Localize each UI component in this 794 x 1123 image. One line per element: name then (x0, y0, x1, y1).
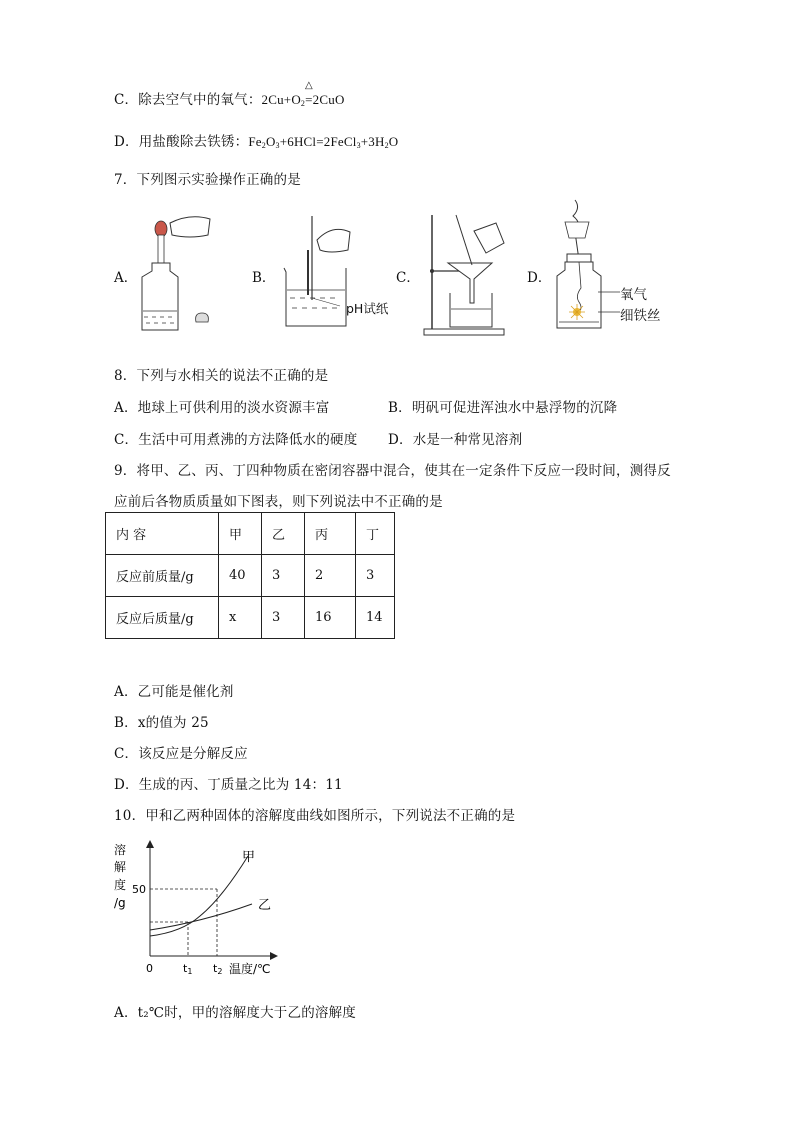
table-header-row (106, 513, 395, 555)
q9-option-b: B．x的值为 25 (114, 715, 209, 731)
series-jia-label: 甲 (242, 850, 256, 865)
curve-jia (150, 856, 248, 936)
iron-wire-label: 细铁丝 (620, 308, 661, 324)
mass-table (105, 512, 395, 639)
q6-option-c: C．除去空气中的氧气：$2Cu+O_2$ △ =2CuO (114, 80, 345, 108)
table-cell: x (219, 597, 262, 639)
q6-option-d: D．用盐酸除去铁锈：$Fe_2O_3+6HCl=2FeCl_3+3H_2O$ (114, 134, 399, 150)
table-row (106, 555, 395, 597)
q9-option-d: D．生成的丙、丁质量之比为 14：11 (114, 777, 343, 793)
ylabel-char: /g (114, 896, 126, 910)
dropper-bottle-figure (130, 205, 230, 335)
curve-yi (150, 904, 252, 930)
xlabel: 温度/℃ (229, 962, 271, 976)
filtration-stand-figure (420, 205, 510, 337)
q8-option-b: B．明矾可促进浑浊水中悬浮物的沉降 (388, 400, 618, 416)
q8-stem: 8．下列与水相关的说法不正确的是 (114, 368, 329, 384)
series-yi-label: 乙 (258, 898, 272, 913)
table-cell: 2 (305, 555, 356, 597)
equation-cu-o2: $2Cu+O_2$ △ =2CuO (261, 80, 345, 108)
ylabel-char: 溶 (114, 843, 127, 857)
q7-stem: 7．下列图示实验操作正确的是 (114, 172, 301, 188)
q8-option-c: C．生活中可用煮沸的方法降低水的硬度 (114, 432, 358, 448)
q8-option-a: A．地球上可供利用的淡水资源丰富 (114, 400, 330, 416)
table-cell: 反应后质量/g (106, 597, 219, 639)
table-cell: 3 (262, 597, 305, 639)
table-row (106, 597, 395, 639)
q10-option-a: A．t₂℃时，甲的溶解度大于乙的溶解度 (114, 1005, 356, 1021)
leader-lines (598, 284, 622, 320)
q9-stem-line2: 应前后各物质质量如下图表，则下列说法中不正确的是 (114, 494, 443, 510)
q8-option-d: D．水是一种常见溶剂 (388, 432, 523, 448)
ytick-50: 50 (132, 883, 146, 896)
table-cell: 丙 (305, 513, 356, 555)
table-cell: 反应前质量/g (106, 555, 219, 597)
q7-label-a: A． (114, 270, 138, 286)
table-cell: 3 (356, 555, 395, 597)
table-cell: 16 (305, 597, 356, 639)
q7-label-c: C． (396, 270, 420, 286)
equation-rust-hcl: $Fe_2O_3+6HCl=2FeCl_3+3H_2O$ (248, 134, 399, 150)
t1-label: t1 (183, 962, 193, 976)
t2-label: t2 (213, 962, 223, 976)
ylabel-char: 度 (114, 878, 127, 892)
q9-stem-line1: 9．将甲、乙、丙、丁四种物质在密闭容器中混合，使其在一定条件下反应一段时间，测得反 (114, 463, 671, 479)
q10-stem: 10．甲和乙两种固体的溶解度曲线如图所示，下列说法不正确的是 (114, 808, 516, 824)
ylabel-char: 解 (114, 860, 127, 874)
ph-paper-label: pH试纸 (346, 301, 389, 316)
q7-label-b: B． (252, 270, 276, 286)
table-cell: 14 (356, 597, 395, 639)
table-cell: 40 (219, 555, 262, 597)
table-cell: 丁 (356, 513, 395, 555)
table-cell: 甲 (219, 513, 262, 555)
origin-label: 0 (146, 962, 153, 975)
q9-option-c: C．该反应是分解反应 (114, 746, 248, 762)
table-cell: 3 (262, 555, 305, 597)
table-cell: 内 容 (106, 513, 219, 555)
solubility-graph (112, 838, 292, 984)
q9-option-a: A．乙可能是催化剂 (114, 684, 234, 700)
table-cell: 乙 (262, 513, 305, 555)
oxygen-label: 氧气 (620, 287, 647, 303)
q7-label-d: D． (527, 270, 552, 286)
